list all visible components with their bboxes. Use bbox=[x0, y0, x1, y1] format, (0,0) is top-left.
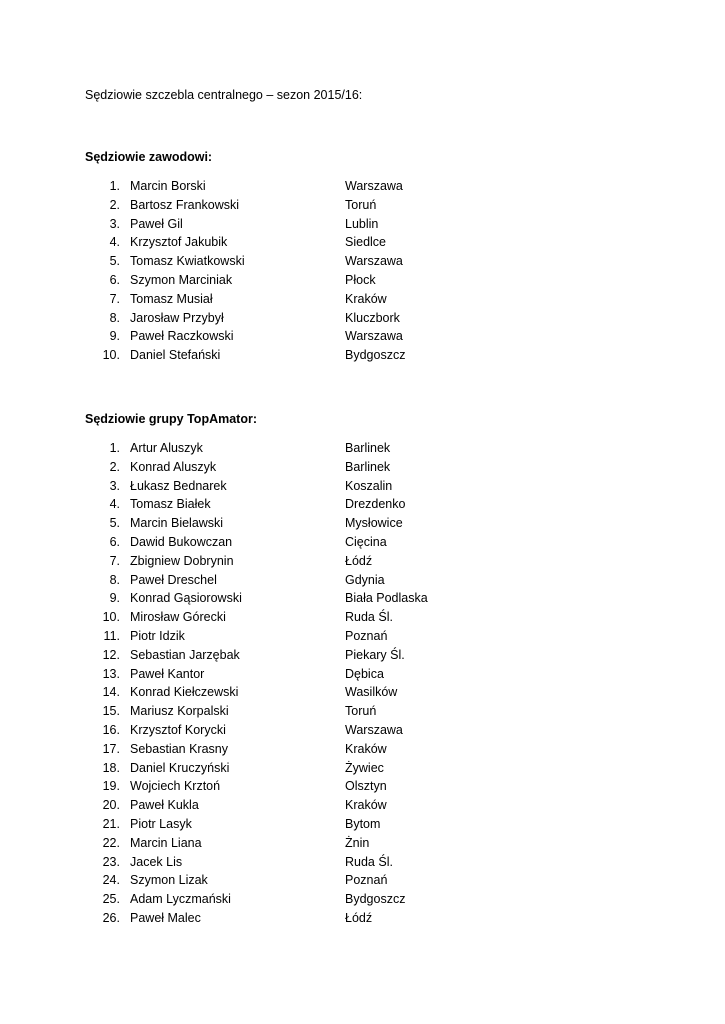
item-number: 8. bbox=[109, 572, 120, 587]
referee-name: Artur Aluszyk bbox=[130, 441, 203, 455]
list-item bbox=[0, 871, 725, 890]
list-item bbox=[0, 196, 725, 215]
list-item bbox=[0, 252, 725, 271]
list-item bbox=[0, 683, 725, 702]
referee-name: Konrad Aluszyk bbox=[130, 459, 217, 474]
referee-city: Kraków bbox=[345, 291, 387, 306]
referee-name: Paweł Raczkowski bbox=[130, 329, 234, 344]
item-number: 9. bbox=[109, 329, 120, 344]
referee-name: Szymon Marciniak bbox=[130, 273, 233, 287]
list-item bbox=[0, 740, 725, 759]
referee-city: Kluczbork bbox=[345, 310, 400, 325]
list-item bbox=[0, 702, 725, 721]
referee-name: Marcin Borski bbox=[130, 179, 206, 193]
item-number: 11. bbox=[103, 629, 120, 643]
section-heading-professional: Sędziowie zawodowi: bbox=[85, 150, 213, 164]
referee-city: Żnin bbox=[345, 835, 370, 850]
list-item bbox=[0, 665, 725, 684]
list-item bbox=[0, 233, 725, 252]
item-number: 25. bbox=[102, 892, 120, 907]
referee-city: Łódź bbox=[345, 553, 373, 568]
referee-city: Poznań bbox=[345, 873, 388, 888]
item-number: 26. bbox=[102, 911, 120, 925]
referee-name: Paweł Malec bbox=[130, 911, 201, 925]
referee-name: Krzysztof Jakubik bbox=[130, 235, 228, 250]
page-title: Sędziowie szczebla centralnego – sezon 2015/16: bbox=[85, 88, 363, 102]
referee-city: Olsztyn bbox=[345, 779, 387, 794]
referee-name: Paweł Gil bbox=[130, 216, 183, 231]
list-item bbox=[0, 589, 725, 608]
list-item bbox=[0, 327, 725, 346]
item-number: 16. bbox=[102, 723, 120, 737]
referee-name: Paweł Kantor bbox=[130, 666, 205, 681]
item-number: 21. bbox=[102, 817, 120, 831]
referee-name: Marcin Bielawski bbox=[130, 516, 224, 531]
referee-name: Jacek Lis bbox=[130, 854, 183, 869]
list-item bbox=[0, 495, 725, 514]
referee-city: Bydgoszcz bbox=[345, 348, 406, 363]
item-number: 23. bbox=[102, 854, 120, 869]
referee-city: Warszawa bbox=[345, 329, 403, 344]
referee-city: Bydgoszcz bbox=[345, 892, 406, 907]
item-number: 7. bbox=[109, 291, 120, 306]
referee-city: Mysłowice bbox=[345, 516, 403, 531]
item-number: 10. bbox=[102, 610, 120, 625]
referee-city: Toruń bbox=[345, 197, 377, 212]
section-heading-topamator: Sędziowie grupy TopAmator: bbox=[85, 412, 257, 426]
referee-name: Konrad Gąsiorowski bbox=[130, 591, 242, 606]
referee-city: Barlinek bbox=[345, 459, 391, 474]
referee-city: Ruda Śl. bbox=[345, 854, 393, 869]
item-number: 6. bbox=[109, 535, 120, 549]
list-item bbox=[0, 646, 725, 665]
referee-name: Sebastian Jarzębak bbox=[130, 647, 240, 662]
list-item bbox=[0, 890, 725, 909]
referee-name: Dawid Bukowczan bbox=[130, 535, 233, 549]
referee-city: Cięcina bbox=[345, 535, 387, 549]
item-number: 1. bbox=[109, 179, 120, 193]
referee-name: Konrad Kiełczewski bbox=[130, 685, 239, 700]
referee-city: Drezdenko bbox=[345, 497, 406, 512]
item-number: 5. bbox=[109, 516, 120, 531]
referee-city: Ruda Śl. bbox=[345, 610, 393, 625]
list-item bbox=[0, 759, 725, 778]
list-item bbox=[0, 346, 725, 365]
list-item bbox=[0, 721, 725, 740]
list-item bbox=[0, 627, 725, 646]
referee-city: Barlinek bbox=[345, 441, 391, 455]
list-item bbox=[0, 177, 725, 196]
list-item bbox=[0, 834, 725, 853]
referee-name: Krzysztof Korycki bbox=[130, 723, 226, 737]
referee-city: Siedlce bbox=[345, 235, 386, 250]
list-item bbox=[0, 571, 725, 590]
referee-name: Jarosław Przybył bbox=[130, 310, 224, 325]
list-item bbox=[0, 853, 725, 872]
item-number: 4. bbox=[109, 235, 120, 250]
referee-name: Daniel Stefański bbox=[130, 348, 221, 363]
item-number: 5. bbox=[109, 254, 120, 269]
referee-name: Wojciech Krztoń bbox=[130, 779, 221, 794]
referee-name: Zbigniew Dobrynin bbox=[130, 553, 234, 568]
referee-name: Łukasz Bednarek bbox=[130, 478, 227, 493]
referee-name: Piotr Lasyk bbox=[130, 817, 192, 831]
list-item bbox=[0, 477, 725, 496]
list-item bbox=[0, 796, 725, 815]
list-item bbox=[0, 514, 725, 533]
referee-city: Piekary Śl. bbox=[345, 647, 405, 662]
referee-name: Paweł Kukla bbox=[130, 798, 199, 813]
item-number: 6. bbox=[109, 273, 120, 287]
list-item bbox=[0, 909, 725, 928]
item-number: 18. bbox=[102, 760, 120, 775]
referee-city: Kraków bbox=[345, 798, 387, 813]
item-number: 10. bbox=[102, 348, 120, 363]
referee-name: Marcin Liana bbox=[130, 835, 202, 850]
item-number: 3. bbox=[109, 478, 120, 493]
item-number: 4. bbox=[109, 497, 120, 512]
referee-name: Bartosz Frankowski bbox=[130, 197, 240, 212]
referee-city: Warszawa bbox=[345, 723, 403, 737]
list-item bbox=[0, 439, 725, 458]
referee-name: Sebastian Krasny bbox=[130, 741, 228, 756]
referee-name: Tomasz Musiał bbox=[130, 291, 213, 306]
list-item bbox=[0, 533, 725, 552]
referee-name: Adam Lyczmański bbox=[130, 892, 231, 907]
list-item bbox=[0, 777, 725, 796]
list-item bbox=[0, 608, 725, 627]
item-number: 13. bbox=[102, 666, 120, 681]
item-number: 15. bbox=[102, 704, 120, 719]
item-number: 8. bbox=[109, 310, 120, 325]
item-number: 9. bbox=[109, 591, 120, 606]
list-item bbox=[0, 552, 725, 571]
referee-city: Gdynia bbox=[345, 572, 385, 587]
referee-city: Lublin bbox=[345, 216, 379, 231]
item-number: 2. bbox=[109, 197, 120, 212]
item-number: 1. bbox=[109, 441, 120, 455]
list-item bbox=[0, 309, 725, 328]
item-number: 19. bbox=[102, 779, 120, 794]
referee-name: Tomasz Kwiatkowski bbox=[130, 254, 245, 269]
item-number: 2. bbox=[109, 459, 120, 474]
referee-name: Paweł Dreschel bbox=[130, 572, 217, 587]
referee-city: Żywiec bbox=[345, 760, 384, 775]
item-number: 14. bbox=[102, 685, 120, 700]
referee-city: Biała Podlaska bbox=[345, 591, 428, 606]
referee-city: Bytom bbox=[345, 817, 381, 831]
referee-city: Toruń bbox=[345, 704, 377, 719]
referee-name: Mariusz Korpalski bbox=[130, 704, 229, 719]
referee-city: Warszawa bbox=[345, 254, 403, 269]
referee-city: Dębica bbox=[345, 666, 384, 681]
referee-city: Kraków bbox=[345, 741, 387, 756]
referee-city: Wasilków bbox=[345, 685, 398, 700]
referee-city: Płock bbox=[345, 273, 376, 287]
item-number: 24. bbox=[102, 873, 120, 888]
list-item bbox=[0, 215, 725, 234]
referee-city: Koszalin bbox=[345, 478, 393, 493]
referee-city: Łódź bbox=[345, 911, 373, 925]
item-number: 12. bbox=[102, 647, 120, 662]
list-item bbox=[0, 815, 725, 834]
item-number: 20. bbox=[102, 798, 120, 813]
list-item bbox=[0, 458, 725, 477]
list-item bbox=[0, 271, 725, 290]
item-number: 3. bbox=[109, 216, 120, 231]
referee-city: Poznań bbox=[345, 629, 388, 643]
item-number: 22. bbox=[102, 835, 120, 850]
list-item bbox=[0, 290, 725, 309]
referee-name: Szymon Lizak bbox=[130, 873, 208, 888]
item-number: 17. bbox=[102, 741, 120, 756]
referee-name: Daniel Kruczyński bbox=[130, 760, 230, 775]
item-number: 7. bbox=[109, 553, 120, 568]
referee-city: Warszawa bbox=[345, 179, 403, 193]
referee-name: Piotr Idzik bbox=[130, 629, 185, 643]
referee-name: Tomasz Białek bbox=[130, 497, 211, 512]
referee-name: Mirosław Górecki bbox=[130, 610, 226, 625]
